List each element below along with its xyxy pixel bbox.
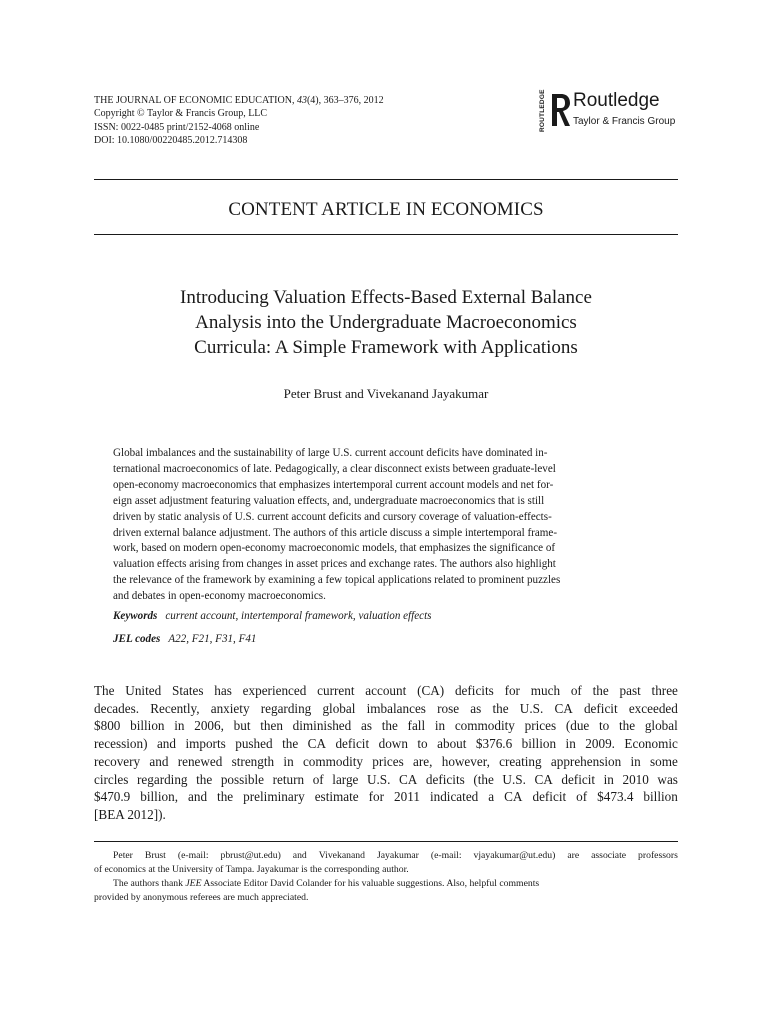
body-word: three: [651, 683, 678, 698]
journal-abbrev: JEE: [185, 878, 202, 889]
body-word: global: [322, 700, 356, 716]
footnote-word: and: [292, 850, 307, 861]
abstract-line: the relevance of the framework by examining a few topical applications related to prominent puzzles: [113, 574, 561, 587]
body-word: CA: [399, 771, 418, 787]
body-word: in: [603, 771, 614, 787]
body-word: pushed: [235, 736, 273, 752]
heading-rule: [94, 234, 678, 235]
issn-line: ISSN: 0022-0485 print/2152-4068 online: [94, 121, 260, 133]
body-word: 2006,: [194, 718, 224, 734]
body-word: exceeded: [628, 700, 678, 716]
footnote-text: Associate Editor David Colander for his valuable suggestions. Also, helpful comments: [201, 878, 540, 889]
body-word: the: [196, 771, 213, 787]
body-word: [BEA 2012]).: [94, 806, 166, 822]
body-word: to: [417, 736, 428, 752]
body-word: CA: [504, 789, 523, 805]
body-word: deficit: [335, 736, 370, 752]
body-word: States: [171, 683, 204, 698]
abstract-line: driven by static analysis of U.S. current account deficits and cursory coverage of valuation-effects-: [113, 510, 552, 523]
footnote-word: associate: [591, 850, 627, 861]
body-word: for: [368, 789, 385, 805]
body-line: [94, 735, 678, 753]
body-line: [94, 717, 678, 735]
publisher-group: Taylor & Francis Group: [573, 116, 676, 127]
abstract: [113, 446, 659, 605]
journal-issue-pages: (4), 363–376, 2012: [306, 95, 384, 106]
body-word: and: [149, 753, 169, 769]
abstract-line: valuation effects arising from changes in asset prices and exchange rates. The authors also highlight: [113, 558, 556, 571]
body-word: indicated: [429, 789, 479, 805]
body-word: for: [504, 683, 520, 698]
body-word: possible: [220, 771, 265, 787]
body-word: estimate: [314, 789, 359, 805]
body-word: fall: [407, 718, 426, 734]
body-word: United: [125, 683, 162, 698]
title-line: Curricula: A Simple Framework with Applications: [194, 337, 578, 358]
body-word: has: [214, 683, 232, 698]
title-line: Introducing Valuation Effects-Based External Balance: [180, 287, 592, 308]
body-word: recession): [94, 736, 148, 752]
top-rule: [94, 179, 678, 180]
body-word: (the: [473, 771, 494, 787]
body-word: $800: [94, 718, 121, 734]
body-word: much: [530, 683, 561, 698]
title-line: Analysis into the Undergraduate Macroeconomics: [195, 312, 577, 333]
footnote-word: Vivekanand: [318, 850, 365, 861]
body-word: creating: [499, 753, 542, 769]
body-word: of: [312, 771, 324, 787]
publisher-name: Routledge: [573, 90, 660, 111]
body-word: past: [619, 683, 641, 698]
body-line: [94, 806, 678, 824]
body-line: [94, 753, 678, 771]
body-word: experienced: [242, 683, 307, 698]
body-word: the: [592, 683, 609, 698]
footnote-word: (e-mail:: [430, 850, 462, 861]
body-word: deficit: [561, 771, 596, 787]
abstract-line: ternational macroeconomics of late. Pedagogically, a clear disconnect exists between graduate-level: [113, 462, 556, 475]
abstract-line: eign asset adjustment featuring valuation effects, and, undergraduate macroeconomics that is still: [113, 494, 545, 507]
body-word: $470.9: [94, 789, 131, 805]
keywords-label: Keywords: [113, 610, 158, 622]
body-word: in: [630, 753, 641, 769]
footnote-word: (e-mail:: [177, 850, 209, 861]
body-paragraph: [94, 682, 678, 824]
footnote-word: vjayakumar@ut.edu): [473, 850, 556, 861]
abstract-line: driven external balance adjustment. The authors of this article discuss a simple intertemporal frame-: [113, 526, 558, 539]
body-word: Economic: [624, 736, 678, 752]
body-word: regarding: [137, 771, 188, 787]
journal-citation: [94, 94, 384, 107]
footnote-line: provided by anonymous referees are much appreciated.: [94, 892, 309, 903]
body-word: of: [576, 789, 588, 805]
body-word: deficits: [425, 771, 465, 787]
body-word: the: [282, 736, 299, 752]
jel-value: A22, F21, F31, F41: [168, 633, 257, 645]
body-word: diminished: [292, 718, 352, 734]
body-word: of: [570, 683, 582, 698]
body-word: (due: [565, 718, 590, 734]
body-word: U.S.: [519, 700, 544, 716]
body-word: CA: [554, 700, 573, 716]
body-word: $473.4: [597, 789, 634, 805]
footnote-word: pbrust@ut.edu): [220, 850, 281, 861]
body-word: deficits: [454, 683, 494, 698]
body-word: circles: [94, 771, 129, 787]
body-word: recovery: [94, 753, 141, 769]
body-word: a: [488, 789, 495, 805]
body-word: deficit: [532, 789, 567, 805]
footnote-word: Brust: [144, 850, 166, 861]
body-word: anxiety: [210, 700, 250, 716]
body-word: prices: [372, 753, 404, 769]
section-heading: CONTENT ARTICLE IN ECONOMICS: [228, 199, 544, 220]
logo-vertical-text: ROUTLEDGE: [539, 89, 546, 133]
copyright-line: Copyright © Taylor & Francis Group, LLC: [94, 108, 268, 120]
body-word: but: [233, 718, 251, 734]
doi-line: DOI: 10.1080/00220485.2012.714308: [94, 135, 248, 147]
body-word: some: [650, 753, 678, 769]
body-word: apprehension: [550, 753, 622, 769]
body-word: CA: [534, 771, 553, 787]
body-word: billion: [643, 789, 678, 805]
body-word: in: [434, 718, 446, 734]
body-word: $376.6: [475, 736, 513, 752]
body-word: U.S.: [366, 771, 391, 787]
body-word: global: [644, 718, 678, 734]
body-word: large: [332, 771, 359, 787]
body-word: and: [188, 789, 208, 805]
abstract-line: open-economy macroeconomics that emphasizes intertemporal current account models and net for-: [113, 478, 554, 491]
body-word: commodity: [302, 753, 364, 769]
body-word: the: [217, 789, 234, 805]
body-word: commodity: [454, 718, 515, 734]
footnote-line: [94, 849, 678, 863]
body-word: and: [156, 736, 176, 752]
footnote-rule: [94, 841, 678, 842]
footnote: [94, 849, 678, 905]
body-word: strength: [231, 753, 275, 769]
footnote-line: [94, 877, 678, 891]
body-word: renewed: [177, 753, 223, 769]
body-word: billion: [130, 718, 165, 734]
footnote-word: Peter: [113, 850, 133, 861]
footnote-line: of economics at the University of Tampa. Jayakumar is the corresponding author.: [94, 864, 409, 875]
body-word: rose: [437, 700, 460, 716]
footnote-word: Jayakumar: [376, 850, 419, 861]
body-word: the: [618, 718, 636, 734]
footnote-word: professors: [638, 850, 678, 861]
body-word: prices: [524, 718, 557, 734]
body-line: [94, 771, 678, 789]
body-word: deficit: [583, 700, 618, 716]
body-word: return: [272, 771, 305, 787]
abstract-line: Global imbalances and the sustainability of large U.S. current account deficits have dominated in-: [113, 447, 548, 459]
body-word: decades.: [94, 700, 140, 716]
body-line: [94, 700, 678, 718]
keywords-value: current account, intertemporal framework, valuation effects: [165, 610, 432, 622]
body-word: U.S.: [502, 771, 526, 787]
body-word: imbalances: [366, 700, 426, 716]
article-authors: Peter Brust and Vivekanand Jayakumar: [283, 386, 489, 401]
body-word: CA: [307, 736, 326, 752]
body-word: however,: [441, 753, 490, 769]
body-line: [94, 788, 678, 806]
body-word: down: [378, 736, 408, 752]
body-word: are,: [413, 753, 433, 769]
footnote-word: are: [567, 850, 580, 861]
body-word: was: [657, 771, 678, 787]
jel-row: [113, 632, 256, 647]
body-word: as: [470, 700, 482, 716]
body-word: the: [381, 718, 398, 734]
abstract-line: and debates in open-economy macroeconomics.: [113, 590, 326, 603]
routledge-r-icon: [549, 91, 573, 131]
keywords-row: [113, 609, 431, 624]
body-word: about: [437, 736, 467, 752]
body-word: preliminary: [243, 789, 305, 805]
body-word: as: [360, 718, 372, 734]
abstract-line: work, based on modern open-economy macroeconomic models, that emphasizes the significance of: [113, 542, 556, 555]
footnote-text: The authors thank: [113, 878, 186, 889]
body-word: then: [260, 718, 283, 734]
body-word: to: [599, 718, 610, 734]
journal-name: THE JOURNAL OF ECONOMIC EDUCATION,: [94, 95, 297, 106]
body-word: the: [492, 700, 509, 716]
body-word: 2009.: [585, 736, 615, 752]
body-word: The: [94, 683, 115, 698]
jel-label: JEL codes: [113, 633, 161, 645]
article-title: [94, 285, 678, 360]
body-word: in: [565, 736, 576, 752]
publisher-logo: [537, 87, 687, 137]
body-word: 2010: [622, 771, 649, 787]
body-word: in: [174, 718, 185, 734]
journal-volume: 43: [296, 95, 307, 106]
body-word: account: [365, 683, 407, 698]
body-word: (CA): [417, 683, 445, 698]
body-word: imports: [185, 736, 226, 752]
body-word: current: [317, 683, 355, 698]
body-word: 2011: [394, 789, 420, 805]
body-word: billion,: [140, 789, 178, 805]
body-word: billion: [521, 736, 557, 752]
journal-info: [94, 94, 384, 148]
body-word: in: [283, 753, 294, 769]
body-word: Recently,: [150, 700, 200, 716]
body-word: regarding: [260, 700, 312, 716]
body-line: [94, 682, 678, 700]
